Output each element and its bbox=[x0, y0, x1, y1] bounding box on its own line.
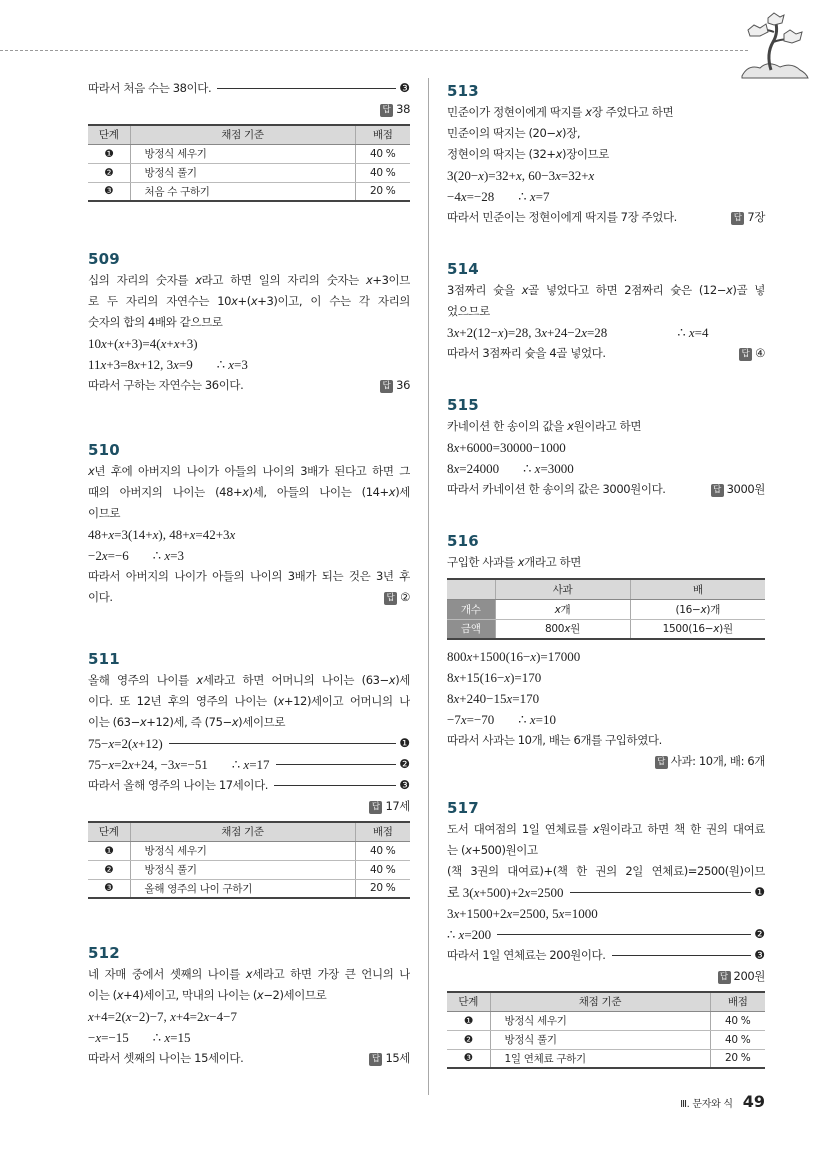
conclusion-line bbox=[88, 587, 410, 608]
pear-cell: (16−x)개 bbox=[630, 599, 765, 619]
leader-rule bbox=[612, 955, 752, 956]
header-step: 단계 bbox=[88, 125, 130, 144]
header-score: 배점 bbox=[710, 992, 765, 1011]
equation-line bbox=[88, 354, 410, 375]
equation-line bbox=[447, 322, 765, 343]
answer-badge: 답 bbox=[380, 380, 393, 393]
solution-line: 이는 (63−x+12)세, 즉 (75−x)세이므로 bbox=[88, 715, 286, 729]
header-score: 배점 bbox=[355, 822, 410, 841]
therefore-result: ∴ x=3 bbox=[216, 357, 248, 372]
conclusion-line bbox=[88, 775, 410, 796]
line-text: 따라서 처음 수는 38이다. bbox=[88, 81, 212, 95]
conclusion-line bbox=[88, 375, 410, 396]
answer bbox=[711, 479, 765, 500]
answer bbox=[718, 966, 765, 987]
equation-line: 8x+15(16−x)=170 bbox=[447, 670, 542, 685]
table-header-row bbox=[88, 822, 410, 841]
criteria-cell: 방정식 세우기 bbox=[490, 1011, 710, 1030]
problem-number: 513 bbox=[447, 82, 479, 100]
header-score: 배점 bbox=[355, 125, 410, 144]
equation-line: x+4=2(x−2)−7, x+4=2x−4−7 bbox=[88, 1009, 237, 1024]
problem-508-continuation bbox=[88, 78, 410, 202]
solution-line: 도서 대여점의 1일 연체료를 x원이라고 하면 책 한 권의 대여료 bbox=[447, 822, 765, 836]
header-apple: 사과 bbox=[495, 579, 630, 599]
answer-value: ② bbox=[400, 590, 410, 604]
step-marker: ❶ bbox=[754, 885, 765, 899]
equation: 11x+3=8x+12, 3x=9 bbox=[88, 357, 193, 372]
answer-value: 사과: 10개, 배: 6개 bbox=[670, 754, 765, 768]
equation-line bbox=[88, 733, 410, 754]
step-marker: ❸ bbox=[399, 81, 410, 95]
solution-line: x년 후에 아버지의 나이가 아들의 나이의 3배가 된다고 하면 그 bbox=[88, 464, 410, 478]
solution-line: 따라서 아버지의 나이가 아들의 나이의 3배가 되는 것은 3년 후 bbox=[88, 569, 410, 583]
step-marker: ❸ bbox=[754, 948, 765, 962]
row-label: 개수 bbox=[447, 599, 495, 619]
table-header-row bbox=[447, 579, 765, 599]
solution-line: 3점짜리 슛을 x골 넣었다고 하면 2점짜리 슛은 (12−x)골 넣 bbox=[447, 283, 765, 297]
equation-line: 10x+(x+3)=4(x+x+3) bbox=[88, 336, 198, 351]
equation: 8x=24000 bbox=[447, 461, 500, 476]
leader-rule bbox=[497, 934, 751, 935]
answer-value: 38 bbox=[396, 102, 410, 116]
criteria-cell: 방정식 세우기 bbox=[130, 841, 355, 860]
table-row bbox=[88, 163, 410, 182]
table-row bbox=[88, 841, 410, 860]
apple-cell: x개 bbox=[495, 599, 630, 619]
conclusion-line bbox=[447, 945, 765, 966]
answer bbox=[380, 99, 410, 120]
line-text: 따라서 구하는 자연수는 36이다. bbox=[88, 378, 244, 392]
equation-line: 8x+240−15x=170 bbox=[447, 691, 540, 706]
answer bbox=[655, 751, 765, 772]
header-step: 단계 bbox=[447, 992, 490, 1011]
criteria-cell: 방정식 풀기 bbox=[130, 163, 355, 182]
line-text: 따라서 카네이션 한 송이의 값은 3000원이다. bbox=[447, 482, 666, 496]
equation-line bbox=[88, 545, 410, 566]
equation: 75−x=2(x+12) bbox=[88, 736, 163, 751]
equation: −x=−15 bbox=[88, 1030, 129, 1045]
answer bbox=[731, 207, 765, 228]
column-divider bbox=[428, 78, 429, 1095]
table-row bbox=[447, 1049, 765, 1068]
therefore-result: ∴ x=4 bbox=[677, 325, 709, 340]
equation-line: 3x+1500+2x=2500, 5x=1000 bbox=[447, 906, 598, 921]
problem-514 bbox=[447, 259, 765, 364]
top-dashed-rule bbox=[0, 50, 748, 51]
answer-value: ④ bbox=[755, 346, 765, 360]
leader-rule bbox=[169, 743, 396, 744]
equation-line bbox=[88, 1027, 410, 1048]
therefore-result: ∴ x=3000 bbox=[523, 461, 574, 476]
score-cell: 40 % bbox=[710, 1030, 765, 1049]
table-row bbox=[447, 619, 765, 639]
answer-badge: 답 bbox=[655, 756, 668, 769]
step-marker: ❶ bbox=[399, 736, 410, 750]
problem-516 bbox=[447, 531, 765, 772]
solution-line: 정현이의 딱지는 (32+x)장이므로 bbox=[447, 147, 609, 161]
scoring-table bbox=[88, 124, 410, 202]
equation: 75−x=2x+24, −3x=−51 bbox=[88, 757, 208, 772]
equation-line bbox=[447, 186, 765, 207]
answer-badge: 답 bbox=[711, 484, 724, 497]
problem-number: 510 bbox=[88, 441, 120, 459]
criteria-cell: 방정식 풀기 bbox=[490, 1030, 710, 1049]
problem-number: 515 bbox=[447, 396, 479, 414]
answer-value: 200원 bbox=[733, 969, 765, 983]
problem-513 bbox=[447, 81, 765, 228]
line-text: 이다. bbox=[88, 590, 113, 604]
solution-line: 때의 아버지의 나이는 (48+x)세, 아들의 나이는 (14+x)세 bbox=[88, 485, 410, 499]
header-pear: 배 bbox=[630, 579, 765, 599]
problem-number: 516 bbox=[447, 532, 479, 550]
equation: 로 3(x+500)+2x=2500 bbox=[447, 885, 564, 900]
problem-515 bbox=[447, 395, 765, 500]
answer-value: 7장 bbox=[747, 210, 765, 224]
header-step: 단계 bbox=[88, 822, 130, 841]
criteria-cell: 방정식 세우기 bbox=[130, 144, 355, 163]
conclusion-line bbox=[88, 1048, 410, 1069]
answer-value: 36 bbox=[396, 378, 410, 392]
solution-line: 네 자매 중에서 셋째의 나이를 x세라고 하면 가장 큰 언니의 나 bbox=[88, 967, 410, 981]
header-criteria: 채점 기준 bbox=[490, 992, 710, 1011]
solution-line: 숫자의 합의 4배와 같으므로 bbox=[88, 315, 223, 329]
equation: −2x=−6 bbox=[88, 548, 129, 563]
criteria-cell: 올해 영주의 나이 구하기 bbox=[130, 879, 355, 898]
solution-line: 는 (x+500)원이고 bbox=[447, 843, 538, 857]
leader-rule bbox=[570, 892, 752, 893]
answer-line bbox=[88, 796, 410, 817]
problem-509 bbox=[88, 249, 410, 396]
problem-number: 512 bbox=[88, 944, 120, 962]
conclusion-line: 따라서 사과는 10개, 배는 6개를 구입하였다. bbox=[447, 733, 662, 747]
answer-value: 3000원 bbox=[726, 482, 765, 496]
solution-line: 십의 자리의 숫자를 x라고 하면 일의 자리의 숫자는 x+3이므 bbox=[88, 273, 410, 287]
equation: ∴ x=200 bbox=[447, 927, 492, 942]
answer-badge: 답 bbox=[718, 971, 731, 984]
equation: −4x=−28 bbox=[447, 189, 495, 204]
header-criteria: 채점 기준 bbox=[130, 125, 355, 144]
table-row bbox=[88, 879, 410, 898]
score-cell: 20 % bbox=[355, 182, 410, 201]
step-cell: ❶ bbox=[447, 1011, 490, 1030]
line-text: 따라서 올해 영주의 나이는 17세이다. bbox=[88, 778, 269, 792]
problem-number: 517 bbox=[447, 799, 479, 817]
answer-badge: 답 bbox=[369, 801, 382, 814]
table-row bbox=[447, 1030, 765, 1049]
answer-badge: 답 bbox=[739, 348, 752, 361]
table-row bbox=[88, 860, 410, 879]
equation-line bbox=[447, 709, 765, 730]
equation-line: 8x+6000=30000−1000 bbox=[447, 440, 566, 455]
equation-line bbox=[447, 882, 765, 903]
pine-tree-icon bbox=[738, 10, 810, 82]
criteria-cell: 방정식 풀기 bbox=[130, 860, 355, 879]
page-footer bbox=[680, 1092, 765, 1111]
scoring-table bbox=[88, 821, 410, 899]
answer bbox=[739, 343, 765, 364]
apple-cell: 800x원 bbox=[495, 619, 630, 639]
score-cell: 20 % bbox=[710, 1049, 765, 1068]
answer bbox=[369, 1048, 410, 1069]
solution-line: 이므로 bbox=[88, 506, 121, 520]
equation-line bbox=[88, 754, 410, 775]
line-text: 따라서 셋째의 나이는 15세이다. bbox=[88, 1051, 244, 1065]
equation-line: 3(20−x)=32+x, 60−3x=32+x bbox=[447, 168, 595, 183]
criteria-cell: 1일 연체료 구하기 bbox=[490, 1049, 710, 1068]
step-cell: ❷ bbox=[447, 1030, 490, 1049]
equation-line: 800x+1500(16−x)=17000 bbox=[447, 649, 581, 664]
conclusion-line bbox=[447, 343, 765, 364]
pear-cell: 1500(16−x)원 bbox=[630, 619, 765, 639]
step-cell: ❷ bbox=[88, 860, 130, 879]
solution-line: 민준이가 정현이에게 딱지를 x장 주었다고 하면 bbox=[447, 105, 674, 119]
answer-badge: 답 bbox=[731, 212, 744, 225]
score-cell: 40 % bbox=[355, 841, 410, 860]
solution-line: 이다. 또 12년 후의 영주의 나이는 (x+12)세이고 어머니의 나 bbox=[88, 694, 410, 708]
therefore-result: ∴ x=3 bbox=[152, 548, 184, 563]
score-cell: 40 % bbox=[355, 163, 410, 182]
table-row bbox=[447, 1011, 765, 1030]
header-corner bbox=[447, 579, 495, 599]
answer bbox=[369, 796, 410, 817]
equation-line: 48+x=3(14+x), 48+x=42+3x bbox=[88, 527, 236, 542]
solution-line bbox=[88, 78, 410, 99]
answer-badge: 답 bbox=[369, 1053, 382, 1066]
scoring-table bbox=[447, 991, 765, 1069]
answer-badge: 답 bbox=[384, 592, 397, 605]
problem-number: 509 bbox=[88, 250, 120, 268]
solution-line: 구입한 사과를 x개라고 하면 bbox=[447, 555, 581, 569]
score-cell: 40 % bbox=[355, 860, 410, 879]
line-text: 따라서 1일 연체료는 200원이다. bbox=[447, 948, 606, 962]
conclusion-line bbox=[447, 207, 765, 228]
equation-line bbox=[447, 458, 765, 479]
line-text: 따라서 3점짜리 슛을 4골 넣었다. bbox=[447, 346, 606, 360]
problem-511 bbox=[88, 649, 410, 899]
problem-number: 511 bbox=[88, 650, 120, 668]
table-header-row bbox=[88, 125, 410, 144]
solution-line: 올해 영주의 나이를 x세라고 하면 어머니의 나이는 (63−x)세 bbox=[88, 673, 410, 687]
problem-510 bbox=[88, 440, 410, 608]
equation: −7x=−70 bbox=[447, 712, 495, 727]
step-cell: ❸ bbox=[447, 1049, 490, 1068]
answer-line bbox=[88, 99, 410, 120]
page-number: 49 bbox=[742, 1092, 765, 1111]
step-cell: ❶ bbox=[88, 144, 130, 163]
problem-number: 514 bbox=[447, 260, 479, 278]
leader-rule bbox=[276, 764, 397, 765]
table-row bbox=[88, 182, 410, 201]
quantity-price-table bbox=[447, 578, 765, 640]
leader-rule bbox=[274, 785, 396, 786]
answer-value: 17세 bbox=[385, 799, 410, 813]
solution-line: 카네이션 한 송이의 값을 x원이라고 하면 bbox=[447, 419, 642, 433]
step-cell: ❸ bbox=[88, 879, 130, 898]
problem-517 bbox=[447, 798, 765, 1069]
therefore-result: ∴ x=10 bbox=[518, 712, 556, 727]
therefore-result: ∴ x=7 bbox=[518, 189, 550, 204]
answer-badge: 답 bbox=[380, 104, 393, 117]
leader-rule bbox=[217, 88, 396, 89]
answer-line bbox=[447, 966, 765, 987]
criteria-cell: 처음 수 구하기 bbox=[130, 182, 355, 201]
line-text: 따라서 민준이는 정현이에게 딱지를 7장 주었다. bbox=[447, 210, 677, 224]
answer bbox=[380, 375, 410, 396]
score-cell: 40 % bbox=[710, 1011, 765, 1030]
chapter-label: Ⅲ. 문자와 식 bbox=[680, 1099, 733, 1110]
solution-line: 민준이의 딱지는 (20−x)장, bbox=[447, 126, 581, 140]
table-row bbox=[88, 144, 410, 163]
answer bbox=[384, 587, 410, 608]
header-criteria: 채점 기준 bbox=[130, 822, 355, 841]
score-cell: 20 % bbox=[355, 879, 410, 898]
table-row bbox=[447, 599, 765, 619]
step-cell: ❶ bbox=[88, 841, 130, 860]
answer-line bbox=[447, 751, 765, 772]
equation-line bbox=[447, 924, 765, 945]
solution-line: (책 3권의 대여료)+(책 한 권의 2일 연체료)=2500(원)이므 bbox=[447, 864, 765, 878]
solution-line: 었으므로 bbox=[447, 304, 490, 318]
table-header-row bbox=[447, 992, 765, 1011]
step-cell: ❷ bbox=[88, 163, 130, 182]
row-label: 금액 bbox=[447, 619, 495, 639]
step-marker: ❸ bbox=[399, 778, 410, 792]
conclusion-line bbox=[447, 479, 765, 500]
therefore-result: ∴ x=17 bbox=[231, 757, 270, 772]
step-cell: ❸ bbox=[88, 182, 130, 201]
solution-line: 로 두 자리의 자연수는 10x+(x+3)이고, 이 수는 각 자리의 bbox=[88, 294, 410, 308]
therefore-result: ∴ x=15 bbox=[152, 1030, 191, 1045]
score-cell: 40 % bbox=[355, 144, 410, 163]
answer-value: 15세 bbox=[385, 1051, 410, 1065]
problem-512 bbox=[88, 943, 410, 1069]
equation: 3x+2(12−x)=28, 3x+24−2x=28 bbox=[447, 325, 608, 340]
step-marker: ❷ bbox=[754, 927, 765, 941]
solution-line: 이는 (x+4)세이고, 막내의 나이는 (x−2)세이므로 bbox=[88, 988, 327, 1002]
step-marker: ❷ bbox=[399, 757, 410, 771]
